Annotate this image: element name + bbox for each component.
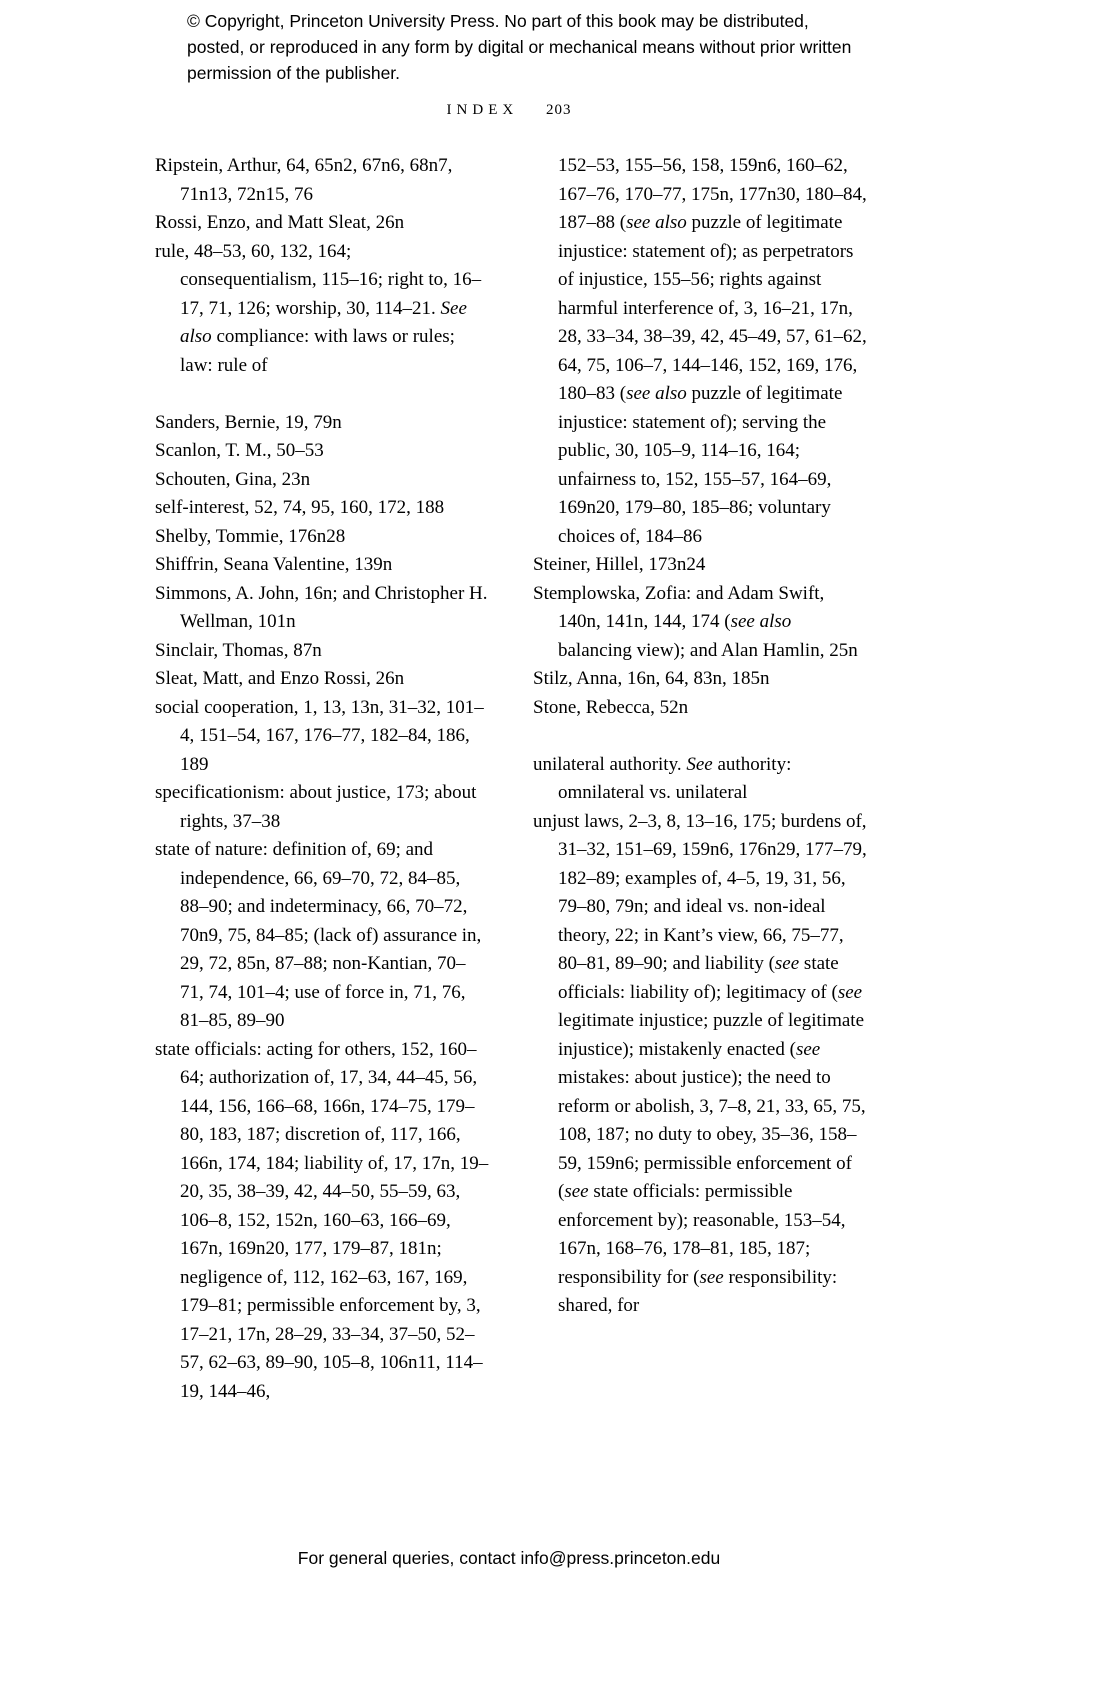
entry-text: Scanlon, T. M., 50–53	[155, 440, 324, 461]
index-entry	[155, 551, 489, 580]
index-header	[155, 102, 863, 119]
index-entry	[155, 152, 489, 209]
index-entry	[533, 580, 867, 666]
entry-text: balancing view); and Alan Hamlin, 25n	[558, 639, 858, 661]
entry-text: responsibility: shared, for	[558, 1266, 838, 1316]
cross-reference-text: see	[837, 981, 863, 1003]
index-entry	[155, 836, 489, 1036]
cross-reference-text: See also	[180, 297, 467, 347]
entry-text: unilateral authority.	[533, 753, 687, 775]
entry-text: Stilz, Anna, 16n, 64, 83n, 185n	[533, 668, 770, 689]
entry-text: unjust laws, 2–3, 8, 13–16, 175; burdens of, 31–32, 151–69, 159n6, 176n29, 177–79, 182–89; examples of, 4–5, 19, 31, 56, 79–80, 79n; and ideal vs. non-ideal theory, 22; in Kant’s view, 66, 75–77, 80–81, 89–90; and liability (	[533, 810, 867, 974]
index-title: INDEX	[446, 102, 519, 118]
entry-text: Steiner, Hillel, 173n24	[533, 554, 706, 575]
footer-contact: For general queries, contact info@press.princeton.edu	[297, 1548, 721, 1568]
cross-reference-text: see	[564, 1181, 589, 1202]
page-number: 203	[545, 102, 572, 118]
entry-text: legitimate injustice; puzzle of legitimate injustice); mistakenly enacted (	[558, 1010, 865, 1060]
index-entry	[533, 551, 867, 580]
index-entry	[533, 665, 867, 694]
copyright-notice: © Copyright, Princeton University Press. No part of this book may be distributed, posted, or reproduced in any form by digital or mechanical means without prior written permission of the publisher.	[187, 11, 852, 83]
index-column-right	[533, 152, 867, 1406]
index-entry	[533, 694, 867, 723]
cross-reference-text: See	[686, 753, 713, 775]
index-entry	[155, 694, 489, 780]
index-entry	[155, 779, 489, 836]
entry-text: Sanders, Bernie, 19, 79n	[155, 411, 342, 433]
entry-text: Rossi, Enzo, and Matt Sleat, 26n	[155, 212, 405, 233]
index-entry	[155, 1036, 489, 1407]
entry-text: state officials: permissible enforcement by); reasonable, 153–54, 167n, 168–76, 178–81, 185, 187; responsibility for (	[558, 1181, 846, 1288]
entry-text: Simmons, A. John, 16n; and Christopher H. Wellman, 101n	[155, 582, 488, 632]
entry-text: puzzle of legitimate injustice: statement of); serving the public, 30, 105–9, 114–16, 164; unfairness to, 152, 155–57, 164–69, 169n20, 179–80, 185–86; voluntary choices of, 184–86	[558, 383, 843, 547]
entry-text: specificationism: about justice, 173; about rights, 37–38	[155, 782, 477, 832]
index-entry	[533, 751, 867, 808]
entry-text: Sinclair, Thomas, 87n	[155, 639, 322, 661]
entry-text: Stemplowska, Zofia: and Adam Swift, 140n, 141n, 144, 174 (	[533, 582, 825, 632]
entry-text: social cooperation, 1, 13, 13n, 31–32, 101–4, 151–54, 167, 176–77, 182–84, 186, 189	[155, 696, 484, 775]
entry-text: self-interest, 52, 74, 95, 160, 172, 188	[155, 497, 445, 518]
index-entry	[155, 437, 489, 466]
index-entry	[155, 637, 489, 666]
entry-text: rule, 48–53, 60, 132, 164; consequentialism, 115–16; right to, 16–17, 71, 126; worship, 30, 114–21.	[155, 240, 482, 319]
entry-text: state officials: acting for others, 152, 160–64; authorization of, 17, 34, 44–45, 56, 144, 156, 166–68, 166n, 174–75, 179–80, 183, 187; discretion of, 117, 166, 166n, 174, 184; liability of, 17, 17n, 19–20, 35, 38–39, 42, 44–50, 55–59, 63, 106–8, 152, 152n, 160–63, 166–69, 167n, 169n20, 177, 179–87, 181n; negligence of, 112, 162–63, 167, 169, 179–81; permissible enforcement by, 3, 17–21, 17n, 28–29, 33–34, 37–50, 52–57, 62–63, 89–90, 105–8, 106n11, 114–19, 144–46,	[155, 1038, 489, 1402]
entry-text: 152–53, 155–56, 158, 159n6, 160–62, 167–76, 170–77, 175n, 177n30, 180–84, 187–88 (	[558, 155, 867, 233]
cross-reference-text: see	[774, 953, 800, 974]
index-entry	[155, 580, 489, 637]
entry-text: state officials: liability of); legitimacy of (	[558, 953, 839, 1003]
entry-text: Stone, Rebecca, 52n	[533, 696, 689, 718]
cross-reference-text: see also	[730, 611, 792, 632]
entry-text: Shelby, Tommie, 176n28	[155, 525, 346, 547]
index-entry	[155, 209, 489, 238]
index-entry	[533, 808, 867, 1321]
entry-text: Shiffrin, Seana Valentine, 139n	[155, 554, 393, 575]
index-entry	[155, 409, 489, 438]
cross-reference-text: see also	[626, 212, 687, 233]
index-entry	[533, 152, 867, 551]
index-entry	[155, 238, 489, 381]
entry-text: Sleat, Matt, and Enzo Rossi, 26n	[155, 668, 405, 689]
entry-text: state of nature: definition of, 69; and independence, 66, 69–70, 72, 84–85, 88–90; and indeterminacy, 66, 70–72, 70n9, 75, 84–85; (lack of) assurance in, 29, 72, 85n, 87–88; non-Kantian, 70–71, 74, 101–4; use of force in, 71, 76, 81–85, 89–90	[155, 839, 482, 1031]
index-entry	[155, 494, 489, 523]
index-entry	[155, 665, 489, 694]
cross-reference-text: see also	[626, 383, 687, 404]
entry-text: puzzle of legitimate injustice: statement of); as perpetrators of injustice, 155–56; rights against harmful interference of, 3, 16–21, 17n, 28, 33–34, 38–39, 42, 45–49, 57, 61–62, 64, 75, 106–7, 144–146, 152, 169, 176, 180–83 (	[558, 212, 867, 404]
index-entry	[155, 466, 489, 495]
entry-text: compliance: with laws or rules; law: rule of	[180, 326, 455, 376]
cross-reference-text: see	[795, 1038, 821, 1060]
index-columns	[155, 152, 867, 1406]
cross-reference-text: see	[699, 1266, 724, 1288]
entry-text: mistakes: about justice); the need to reform or abolish, 3, 7–8, 21, 33, 65, 75, 108, 187; no duty to obey, 35–36, 158–59, 159n6; permissible enforcement of (	[558, 1067, 866, 1202]
index-column-left	[155, 152, 489, 1406]
entry-text: Schouten, Gina, 23n	[155, 468, 311, 490]
index-entry	[155, 523, 489, 552]
entry-text: Ripstein, Arthur, 64, 65n2, 67n6, 68n7, 71n13, 72n15, 76	[155, 155, 453, 205]
entry-text: authority: omnilateral vs. unilateral	[558, 753, 792, 803]
